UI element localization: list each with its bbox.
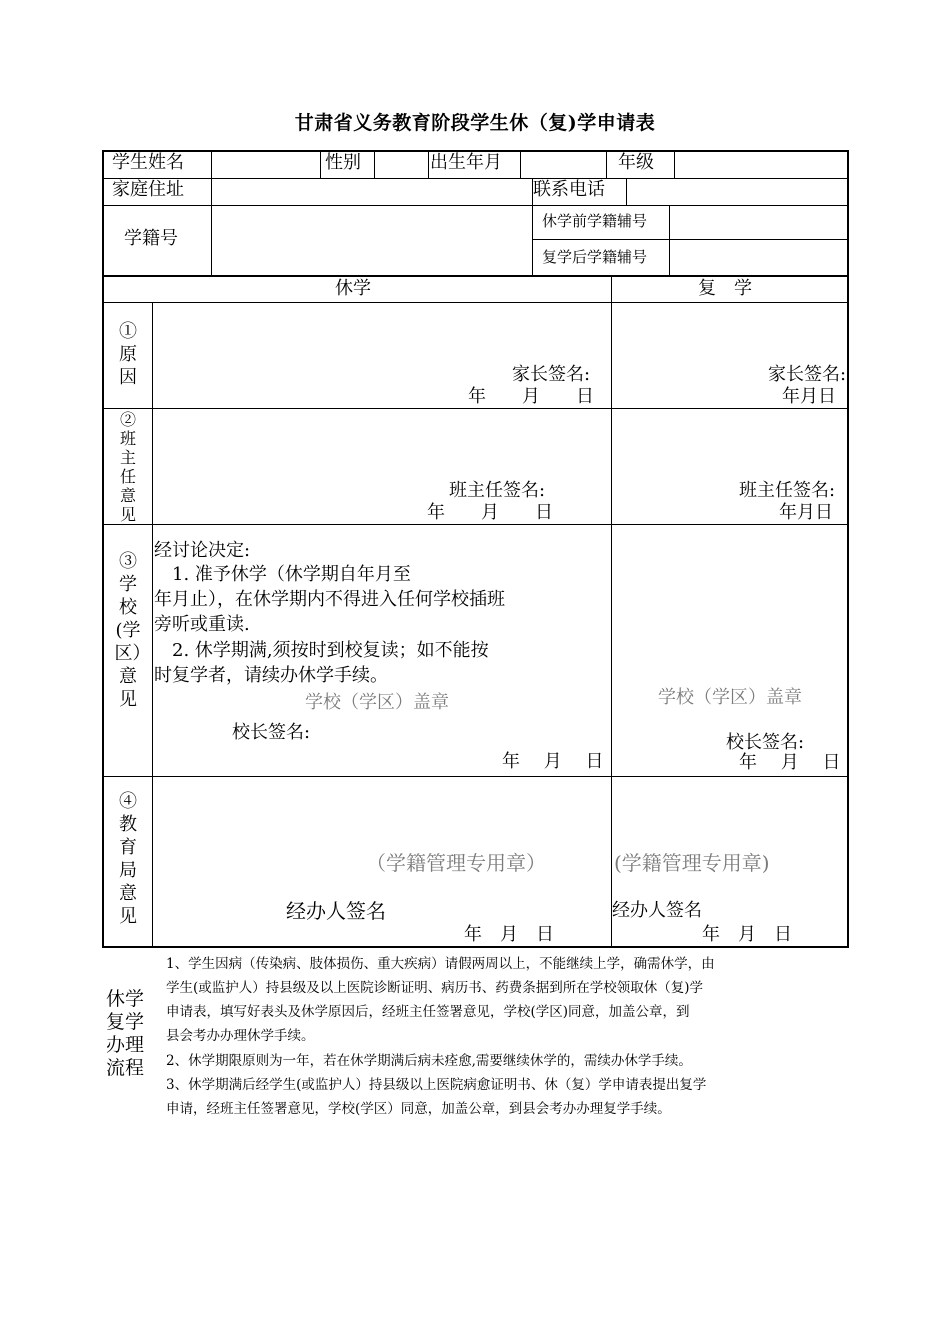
reason-left-date: 年 月 日 — [468, 386, 594, 407]
bureau-right-date: 年 月 日 — [702, 924, 792, 945]
bureau-left-stamp: （学籍管理专用章） — [366, 851, 546, 875]
grade-label: 年级 — [618, 152, 654, 173]
process-line: 县会考办办理休学手续。 — [166, 1028, 315, 1044]
teacher-left-signature: 班主任签名: — [449, 480, 546, 501]
teacher-right-signature: 班主任签名: — [739, 480, 836, 501]
school-row-label: ③学校(学区）意见 — [114, 551, 142, 710]
school-item2-line2: 时复学者，请续办休学手续。 — [154, 665, 388, 686]
teacher-left-date: 年 月 日 — [427, 502, 553, 523]
school-item1-line1: 1. 准予休学（休学期自年月至 — [154, 564, 411, 585]
process-line: 申请，经班主任签署意见，学校(学区）同意，加盖公章，到县会考办办理复学手续。 — [166, 1101, 671, 1117]
resume-column-heading: 复 学 — [698, 278, 752, 299]
school-decision-heading: 经讨论决定: — [154, 540, 251, 561]
reason-left-parent-signature: 家长签名: — [512, 364, 591, 385]
bureau-row-label: ④教育局意见 — [119, 791, 137, 927]
reason-right-parent-signature: 家长签名: — [768, 364, 847, 385]
school-item2-line1: 2. 休学期满,须按时到校复读；如不能按 — [154, 640, 489, 661]
process-line: 申请表，填写好表头及休学原因后，经班主任签署意见，学校(学区)同意，加盖公章，到 — [166, 1004, 690, 1020]
student-name-label: 学生姓名 — [112, 152, 184, 173]
birth-label: 出生年月 — [430, 152, 502, 173]
school-item1-line2: 年月止），在休学期内不得进入任何学校插班 — [154, 589, 505, 610]
address-label: 家庭住址 — [112, 179, 184, 200]
school-right-stamp: 学校（学区）盖章 — [658, 687, 802, 708]
bureau-left-date: 年 月 日 — [464, 924, 554, 945]
process-label: 休学复学办理流程 — [105, 988, 144, 1079]
school-left-principal-signature: 校长签名: — [232, 722, 311, 743]
bureau-right-stamp: (学籍管理专用章) — [614, 851, 770, 875]
school-item1-line3: 旁听或重读. — [154, 614, 250, 635]
teacher-row-label: ②班主任意见 — [119, 410, 136, 524]
reason-right-date: 年月日 — [782, 386, 836, 407]
school-left-stamp: 学校（学区）盖章 — [305, 692, 449, 713]
school-right-date: 年 月 日 — [739, 752, 841, 773]
student-id-label: 学籍号 — [124, 228, 178, 249]
page-title: 甘肃省义务教育阶段学生休（复)学申请表 — [294, 112, 656, 134]
pre-suspension-id-label: 休学前学籍辅号 — [542, 212, 648, 230]
school-right-principal-signature: 校长签名: — [726, 732, 805, 753]
gender-label: 性别 — [325, 152, 361, 173]
post-resume-id-label: 复学后学籍辅号 — [542, 248, 648, 266]
process-line: 1、学生因病（传染病、肢体损伤、重大疾病）请假两周以上，不能继续上学，确需休学，由 — [166, 956, 715, 972]
suspend-column-heading: 休学 — [335, 278, 371, 299]
bureau-right-handler-signature: 经办人签名 — [612, 900, 702, 921]
process-line: 3、休学期满后经学生(或监护人）持县级以上医院病愈证明书、休（复）学申请表提出复学 — [166, 1077, 707, 1093]
school-left-date: 年 月 日 — [502, 751, 604, 772]
process-line: 2、休学期限原则为一年，若在休学期满后病未痊愈,需要继续休学的，需续办休学手续。 — [166, 1053, 692, 1069]
teacher-right-date: 年月日 — [779, 502, 833, 523]
bureau-left-handler-signature: 经办人签名 — [286, 899, 386, 923]
process-line: 学生(或监护人）持县级及以上医院诊断证明、病历书、药费条据到所在学校领取休（复)学 — [166, 980, 704, 996]
reason-row-label: ①原因 — [119, 321, 137, 388]
phone-label: 联系电话 — [533, 179, 605, 200]
